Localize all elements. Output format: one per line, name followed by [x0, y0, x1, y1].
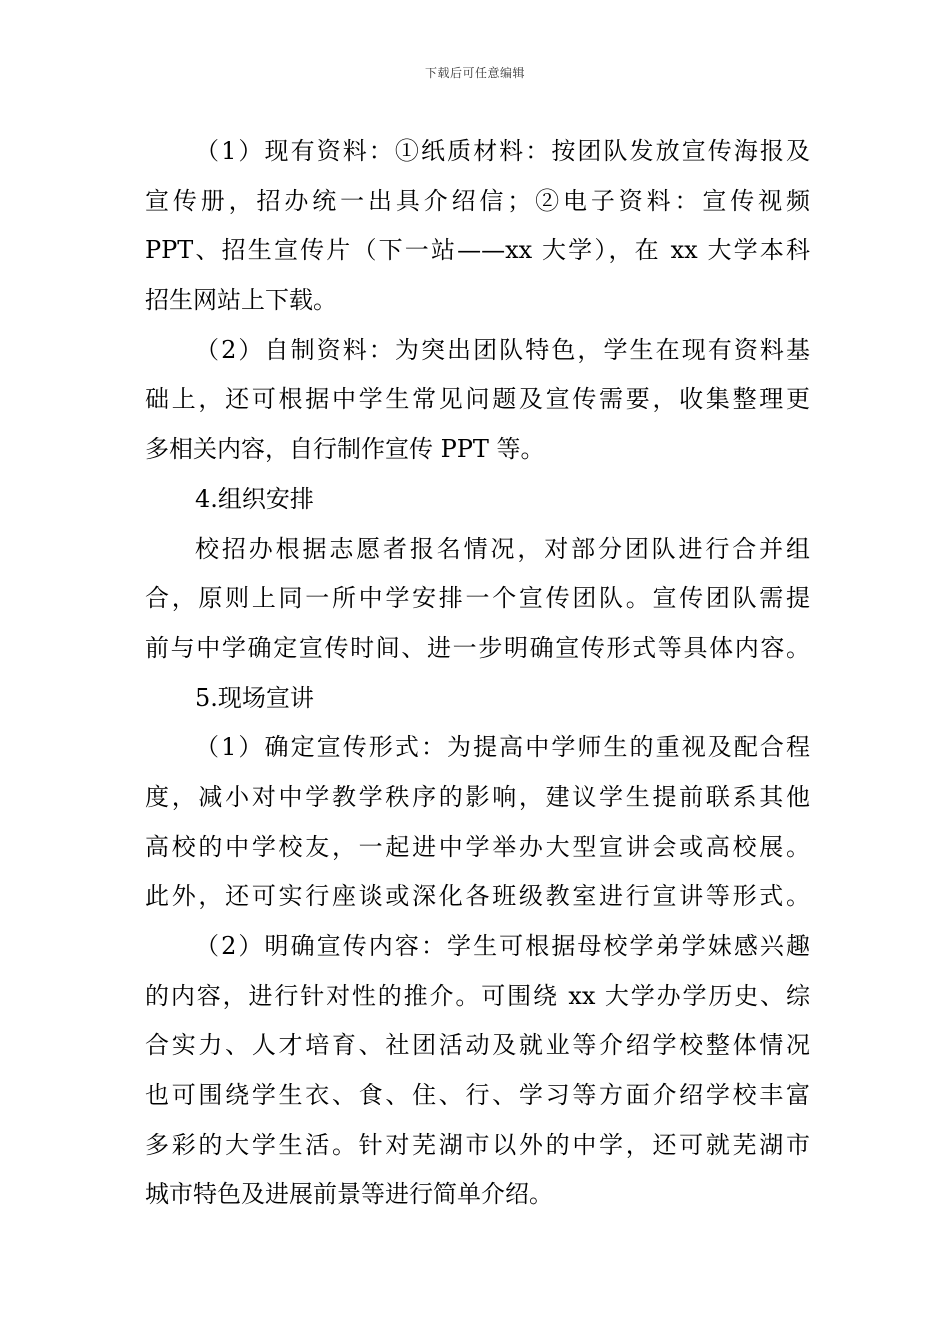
text-line: （1）确定宣传形式：为提高中学师生的重视及配合程	[195, 733, 810, 762]
text-line: （1）现有资料：①纸质材料：按团队发放宣传海报及	[195, 137, 810, 165]
text-line: 此外，还可实行座谈或深化各班级教室进行宣讲等形式。	[145, 882, 810, 911]
text-line: 校招办根据志愿者报名情况，对部分团队进行合并组	[195, 534, 810, 563]
text-line: 也可围绕学生衣、食、住、行、学习等方面介绍学校丰富	[145, 1081, 810, 1110]
text-line: 础上，还可根据中学生常见问题及宣传需要，收集整理更	[145, 385, 810, 414]
text-line: （2）自制资料：为突出团队特色，学生在现有资料基	[195, 335, 810, 364]
text-line: 招生网站上下载。	[145, 286, 337, 315]
text-line: 合，原则上同一所中学安排一个宣传团队。宣传团队需提	[145, 584, 810, 613]
section-heading: 5.现场宣讲	[195, 683, 314, 712]
text-line: 多相关内容，自行制作宣传 PPT 等。	[145, 435, 545, 464]
text-line: 多彩的大学生活。针对芜湖市以外的中学，还可就芜湖市	[145, 1130, 810, 1159]
text-line: （2）明确宣传内容：学生可根据母校学弟学妹感兴趣	[195, 932, 810, 960]
text-line: 度，减小对中学教学秩序的影响，建议学生提前联系其他	[145, 782, 810, 811]
text-line: 合实力、人才培育、社团活动及就业等介绍学校整体情况	[145, 1031, 810, 1060]
text-line: 高校的中学校友，一起进中学举办大型宣讲会或高校展。	[145, 832, 810, 861]
text-line: PPT、招生宣传片（下一站——xx 大学），在 xx 大学本科	[145, 236, 810, 265]
text-line: 前与中学确定宣传时间、进一步明确宣传形式等具体内容。	[145, 633, 810, 662]
page-header: 下载后可任意编辑	[424, 66, 525, 80]
text-line: 的内容，进行针对性的推介。可围绕 xx 大学办学历史、综	[145, 981, 810, 1010]
text-line: 城市特色及进展前景等进行简单介绍。	[145, 1180, 553, 1209]
document-body	[145, 127, 810, 1220]
section-heading: 4.组织安排	[195, 484, 314, 513]
text-line: 宣传册，招办统一出具介绍信；②电子资料：宣传视频	[145, 186, 810, 215]
